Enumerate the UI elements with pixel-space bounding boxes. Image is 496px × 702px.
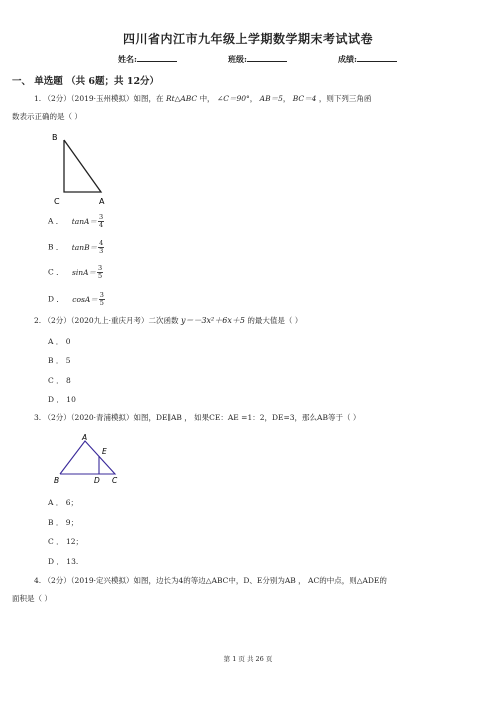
q1-triangle-lines: [64, 140, 101, 192]
q1-triangle-figure: [48, 132, 110, 208]
q1-option-a-fraction: [98, 214, 104, 229]
score-label: 成绩:: [338, 54, 357, 64]
q1-option-d-fraction: [99, 292, 105, 307]
q1-label-a: A: [99, 197, 105, 206]
q3-option-c-letter: C ．: [48, 537, 64, 546]
page-title: 四川省内江市九年级上学期数学期末考试试卷: [122, 32, 373, 46]
score-field: [338, 53, 397, 65]
q1-option-d-func: cosA＝: [72, 294, 98, 304]
q1-option-a-func: tanA＝: [71, 216, 97, 226]
q1-bc: BC＝4: [292, 94, 317, 103]
q3-label-c: C: [112, 476, 118, 485]
q3-option-d-letter: D ．: [48, 557, 64, 566]
q2-option-b-text: 5: [65, 356, 71, 365]
frac-numerator: 3: [98, 213, 104, 221]
frac-numerator: 3: [98, 264, 103, 272]
q3-option-a[interactable]: [48, 497, 78, 508]
q3-triangle-figure: [54, 432, 130, 486]
q3-label-e: E: [102, 447, 107, 456]
class-field: [228, 53, 287, 65]
q1-option-c[interactable]: [48, 265, 103, 280]
q1-option-c-func: sinA＝: [72, 267, 97, 277]
q3-option-b-text: 9；: [65, 518, 79, 527]
name-blank: [137, 53, 177, 62]
q1-rt-abc: Rt△ABC: [165, 94, 198, 103]
q1-option-b[interactable]: [48, 240, 104, 255]
q1-label-c: C: [54, 197, 60, 206]
page-footer: 第 1 页 共 26 页: [223, 655, 273, 663]
q2-formula: y＝－3x²＋6x＋5: [180, 316, 245, 325]
q2-option-d[interactable]: [48, 394, 76, 405]
q1-option-d[interactable]: [48, 292, 105, 307]
q2-option-d-text: 10: [66, 395, 76, 404]
q1-line1: 1. （2分）（2019·玉州模拟）如图，在 Rt△ABC 中， ∠C＝90°， AB＝5， BC＝4 ，则下列三角函: [34, 94, 372, 103]
frac-denominator: 5: [99, 299, 104, 307]
q1-ab: AB＝5: [259, 94, 283, 103]
q2-suffix: 的最大值是（ ）: [247, 316, 303, 325]
q1-option-b-letter: B ．: [48, 242, 64, 252]
class-label: 班级:: [228, 54, 247, 64]
q3-stem: 3. （2分）（2020·青浦模拟）如图，DE∥AB ， 如果CE：AE =1：2，DE=3，那么AB等于（ ）: [34, 413, 361, 422]
name-field: [118, 53, 177, 65]
q2-option-a-text: 0: [65, 337, 71, 346]
q1-option-d-letter: D ．: [48, 294, 64, 304]
q3-triangle-lines: [60, 441, 115, 474]
frac-denominator: 4: [98, 221, 104, 229]
q4-line2: 面积是（ ）: [12, 594, 52, 603]
q2-option-d-letter: D ．: [48, 395, 64, 404]
q1-option-c-letter: C ．: [48, 267, 64, 277]
q3-option-d-text: 13.: [66, 557, 79, 566]
q3-label-b: B: [54, 476, 60, 485]
q4-line1: 4. （2分）（2019·定兴模拟）如图，边长为4的等边△ABC中，D、E分别为AB ， AC的中点，则△ADE的: [34, 576, 387, 585]
q2-option-c-text: 8: [66, 376, 71, 385]
q2-option-b-letter: B ．: [48, 356, 64, 365]
q2-option-c[interactable]: [48, 375, 71, 386]
q2-prefix: 2. （2分）（2020九上·重庆月考）二次函数: [34, 316, 179, 325]
q3-option-a-letter: A ．: [48, 498, 64, 507]
q1-label-b: B: [52, 133, 58, 142]
q1-option-a[interactable]: [48, 214, 104, 229]
q1-mid: 中，: [199, 94, 215, 103]
frac-numerator: 3: [99, 291, 104, 299]
q1-line2: 数表示正确的是（ ）: [12, 112, 82, 121]
name-label: 姓名:: [118, 54, 137, 64]
q1-option-a-letter: A ．: [48, 216, 64, 226]
q3-option-c[interactable]: [48, 536, 83, 547]
frac-denominator: 3: [99, 247, 104, 255]
q2-option-b[interactable]: [48, 355, 71, 366]
frac-numerator: 4: [99, 239, 104, 247]
frac-denominator: 5: [98, 272, 103, 280]
q3-option-b-letter: B ．: [48, 518, 64, 527]
q3-option-c-text: 12；: [66, 537, 84, 546]
q1-option-c-fraction: [97, 265, 103, 280]
q2-option-a[interactable]: [48, 336, 70, 347]
q3-label-a: A: [82, 433, 88, 442]
q2-stem: [34, 316, 302, 326]
q3-option-d[interactable]: [48, 556, 78, 567]
q1-option-b-func: tanB＝: [71, 242, 98, 252]
q3-option-a-text: 6；: [65, 498, 78, 507]
q3-label-d: D: [94, 476, 100, 485]
q1-suffix: ，则下列三角函: [318, 94, 372, 103]
score-blank: [357, 53, 397, 62]
q3-option-b[interactable]: [48, 517, 78, 528]
section-heading: 一、 单选题 （共 6题；共 12分）: [12, 76, 160, 87]
class-blank: [247, 53, 287, 62]
q1-prefix: 1. （2分）（2019·玉州模拟）如图，在: [34, 94, 164, 103]
q2-option-c-letter: C ．: [48, 376, 64, 385]
q2-option-a-letter: A ．: [48, 337, 64, 346]
q1-option-b-fraction: [98, 240, 104, 255]
q1-angle-c: ∠C＝90°: [216, 94, 250, 103]
